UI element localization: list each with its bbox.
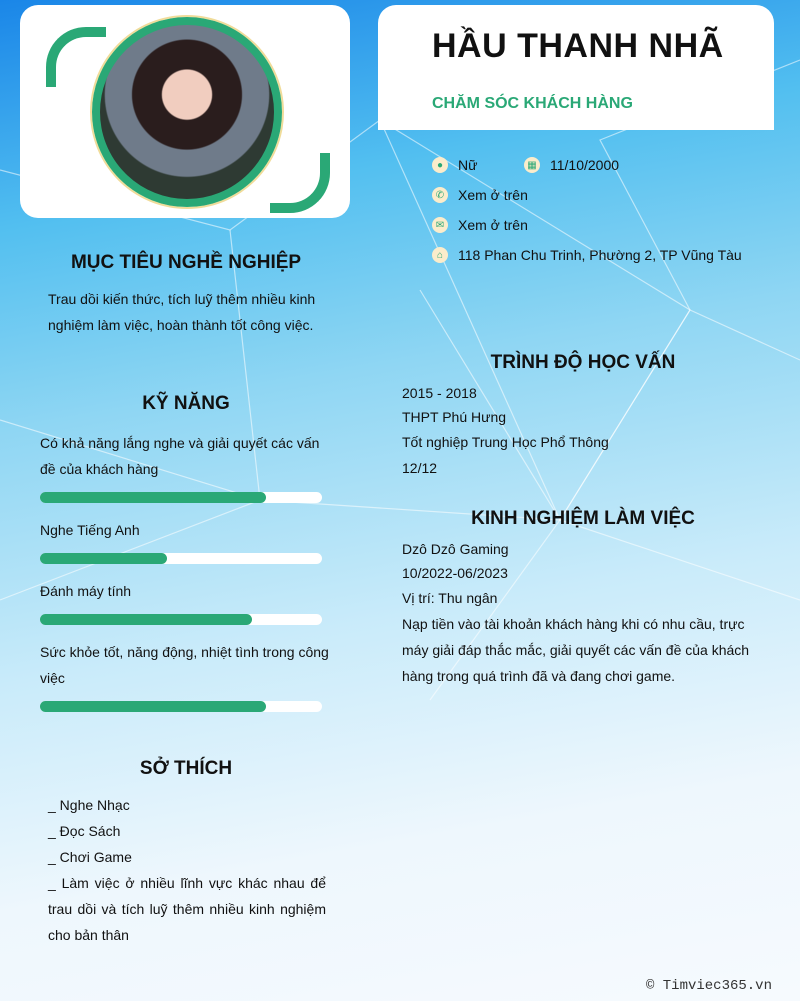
job-title: CHĂM SÓC KHÁCH HÀNG [432,95,633,112]
avatar [92,17,282,207]
hobby-item: _ Nghe Nhạc [48,797,130,813]
skill-bar [40,553,322,564]
skill-label: Có khả năng lắng nghe và giải quyết các vấn đề của khách hàng [40,435,320,477]
skill-label: Đánh máy tính [40,583,132,599]
photo-card [20,5,350,218]
hobby-item: _ Đọc Sách [48,823,121,839]
experience-company: Dzô Dzô Gaming [402,541,509,557]
skill-bar [40,492,322,503]
experience-position: Vị trí: Thu ngân [402,590,498,606]
birthday-text: 11/10/2000 [550,157,620,173]
education-grade: 12/12 [402,460,438,476]
email-text: Xem ở trên [458,217,528,233]
education-degree: Tốt nghiệp Trung Học Phổ Thông [402,434,609,450]
skill-bar-fill [40,614,252,625]
skill-bar-fill [40,492,266,503]
skill-bar-fill [40,553,167,564]
skill-label: Sức khỏe tốt, năng động, nhiệt tình trong công việc [40,644,329,686]
address-text: 118 Phan Chu Trinh, Phường 2, TP Vũng Tàu [458,247,742,263]
info-address [432,247,742,263]
experience-period: 10/2022-06/2023 [402,565,508,581]
skill-label: Nghe Tiếng Anh [40,522,140,538]
phone-text: Xem ở trên [458,187,528,203]
footer-watermark: © Timviec365.vn [645,978,772,994]
education-school: THPT Phú Hưng [402,409,507,425]
decorative-bracket [270,153,330,213]
email-icon: ✉ [432,217,448,233]
hobbies-title: SỞ THÍCH [139,758,233,779]
hobby-item: _ Làm việc ở nhiều lĩnh vực khác nhau để trau dồi và tích luỹ thêm nhiều kinh nghiệm cho bản thân [48,875,326,943]
education-title: TRÌNH ĐỘ HỌC VẤN [490,352,676,373]
gender-text: Nữ [458,157,478,173]
calendar-icon: ▦ [524,157,540,173]
objective-text: Trau dồi kiến thức, tích luỹ thêm nhiều kinh nghiệm làm việc, hoàn thành tốt công việc. [48,291,316,333]
info-phone [432,187,528,203]
experience-title: KINH NGHIỆM LÀM VIỆC [471,508,695,529]
skills-title: KỸ NĂNG [142,393,230,414]
objective-title: MỤC TIÊU NGHỀ NGHIỆP [70,252,302,273]
education-period: 2015 - 2018 [402,385,477,401]
experience-description: Nạp tiền vào tài khoản khách hàng khi có nhu cầu, trực máy giải đáp thắc mắc, giải quyết các vấn đề của khách hàng trong quá trình đã và đang chơi game. [402,616,750,684]
home-icon: ⌂ [432,247,448,263]
hobby-item: _ Chơi Game [48,849,132,865]
skill-bar-fill [40,701,266,712]
name-card [378,5,774,130]
phone-icon: ✆ [432,187,448,203]
skill-bar [40,701,322,712]
info-gender [432,157,477,173]
skill-bar [40,614,322,625]
info-email [432,217,528,233]
person-icon: ● [432,157,448,173]
candidate-name: HẦU THANH NHÃ [432,27,724,65]
info-birthday [524,157,619,173]
